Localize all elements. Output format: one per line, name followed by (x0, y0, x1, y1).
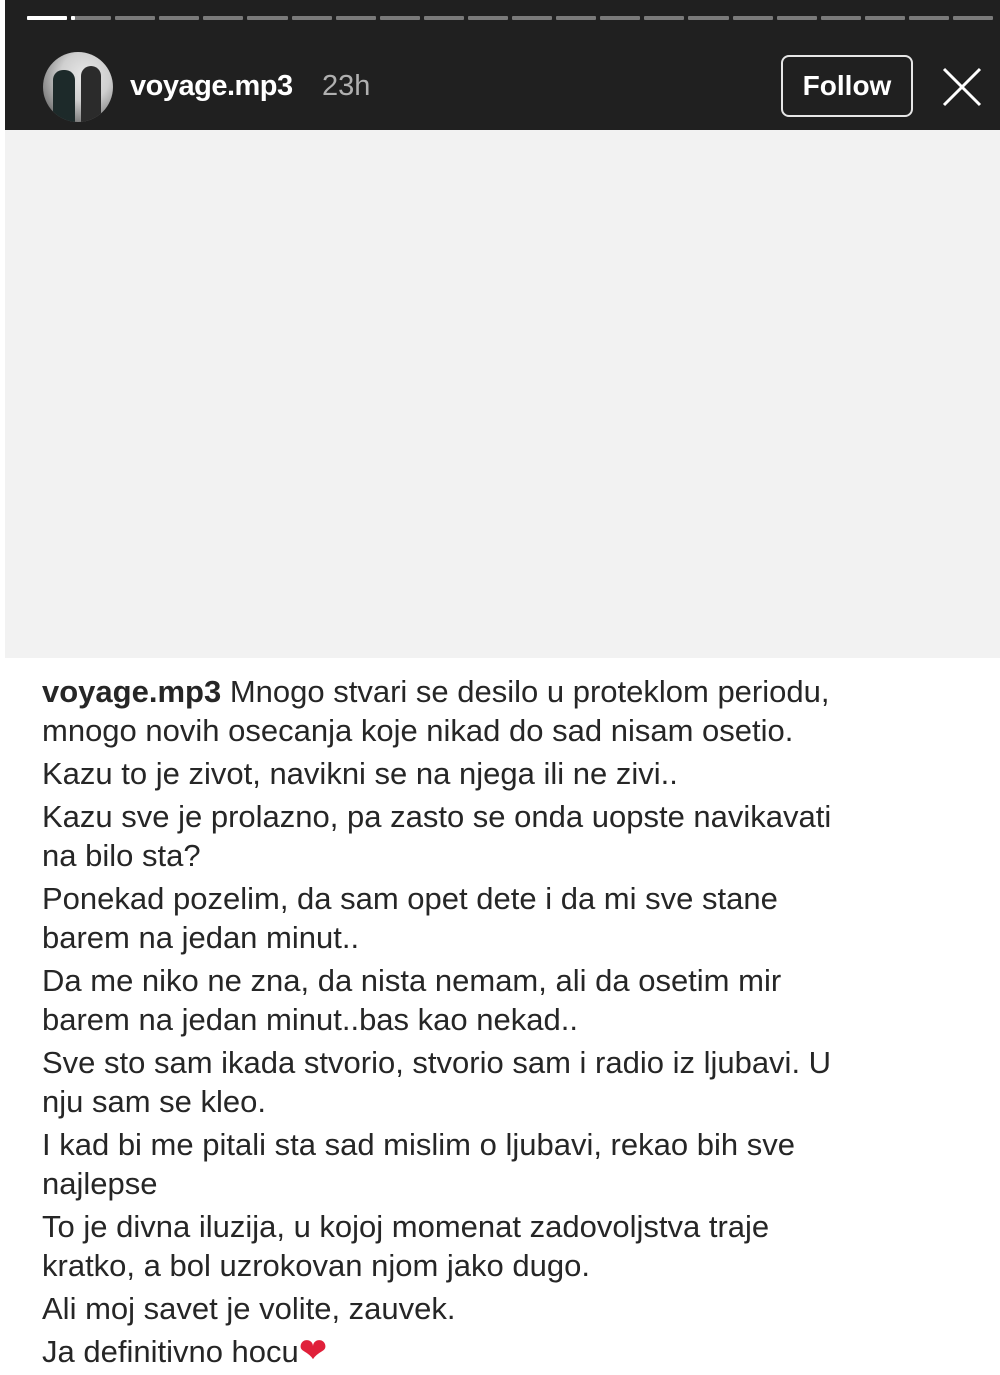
avatar[interactable] (43, 52, 113, 122)
progress-segment (909, 16, 949, 20)
progress-segment (953, 16, 993, 20)
progress-segment (203, 16, 243, 20)
caption-paragraph (42, 961, 982, 1039)
caption-text: Ponekad pozelim, da sam opet dete i da mi sve stane (42, 881, 778, 916)
story-header (5, 0, 1000, 130)
caption-line (42, 879, 982, 918)
progress-fill (71, 16, 75, 20)
caption-line (42, 961, 982, 1000)
caption-line (42, 797, 982, 836)
progress-segment (688, 16, 728, 20)
caption-paragraph (42, 879, 982, 957)
progress-segment (71, 16, 111, 20)
close-icon[interactable] (941, 66, 983, 108)
caption-text: na bilo sta? (42, 838, 201, 873)
progress-segment (424, 16, 464, 20)
progress-segment (777, 16, 817, 20)
caption-line (42, 1000, 982, 1039)
caption-text: kratko, a bol uzrokovan njom jako dugo. (42, 1248, 590, 1283)
progress-segment (336, 16, 376, 20)
caption-line (42, 1082, 982, 1121)
caption-line (42, 754, 982, 793)
caption-text: To je divna iluzija, u kojoj momenat zadovoljstva traje (42, 1209, 770, 1244)
caption-paragraph (42, 1125, 982, 1203)
progress-segment (821, 16, 861, 20)
heart-emoji-icon: ❤ (298, 1332, 328, 1370)
story-progress-bar (27, 16, 993, 20)
caption-text: barem na jedan minut..bas kao nekad.. (42, 1002, 578, 1037)
progress-segment (115, 16, 155, 20)
progress-segment (865, 16, 905, 20)
progress-segment (512, 16, 552, 20)
caption-paragraph (42, 1332, 982, 1371)
caption-line (42, 672, 982, 711)
caption-line (42, 836, 982, 875)
caption-line (42, 1164, 982, 1203)
caption-paragraph (42, 672, 982, 750)
progress-segment (380, 16, 420, 20)
progress-segment (159, 16, 199, 20)
caption-paragraph (42, 1207, 982, 1285)
caption-line (42, 1332, 982, 1371)
progress-segment (292, 16, 332, 20)
caption-text: Sve sto sam ikada stvorio, stvorio sam i radio iz ljubavi. U (42, 1045, 832, 1080)
caption-line (42, 1289, 982, 1328)
caption-text: nju sam se kleo. (42, 1084, 266, 1119)
caption-line (42, 1246, 982, 1285)
caption-line (42, 1207, 982, 1246)
story-media (5, 130, 1000, 658)
caption-text: Ja definitivno hocu (42, 1334, 299, 1369)
progress-segment (644, 16, 684, 20)
progress-segment (600, 16, 640, 20)
caption-text: Mnogo stvari se desilo u proteklom periodu, (229, 674, 830, 709)
caption-text: I kad bi me pitali sta sad mislim o ljubavi, rekao bih sve (42, 1127, 795, 1162)
caption-line (42, 711, 982, 750)
caption-text: Kazu sve je prolazno, pa zasto se onda uopste navikavati (42, 799, 832, 834)
caption-text: barem na jedan minut.. (42, 920, 360, 955)
caption-paragraph (42, 797, 982, 875)
caption-line (42, 918, 982, 957)
progress-segment (27, 16, 67, 20)
progress-segment (556, 16, 596, 20)
username[interactable]: voyage.mp3 (130, 70, 293, 102)
progress-segment (733, 16, 773, 20)
follow-button[interactable]: Follow (781, 55, 913, 117)
progress-fill (27, 16, 67, 20)
progress-segment (468, 16, 508, 20)
caption-line (42, 1043, 982, 1082)
caption-paragraph (42, 1289, 982, 1328)
caption-text: najlepse (42, 1166, 158, 1201)
caption-text: Da me niko ne zna, da nista nemam, ali da osetim mir (42, 963, 782, 998)
progress-segment (247, 16, 287, 20)
caption (42, 672, 982, 1375)
caption-paragraph (42, 1043, 982, 1121)
caption-line (42, 1125, 982, 1164)
caption-text: Kazu to je zivot, navikni se na njega ili ne zivi.. (42, 756, 678, 791)
caption-text: mnogo novih osecanja koje nikad do sad nisam osetio. (42, 713, 794, 748)
caption-username[interactable]: voyage.mp3 (42, 674, 222, 709)
timestamp: 23h (322, 70, 371, 102)
caption-text: Ali moj savet je volite, zauvek. (42, 1291, 456, 1326)
caption-paragraph (42, 754, 982, 793)
